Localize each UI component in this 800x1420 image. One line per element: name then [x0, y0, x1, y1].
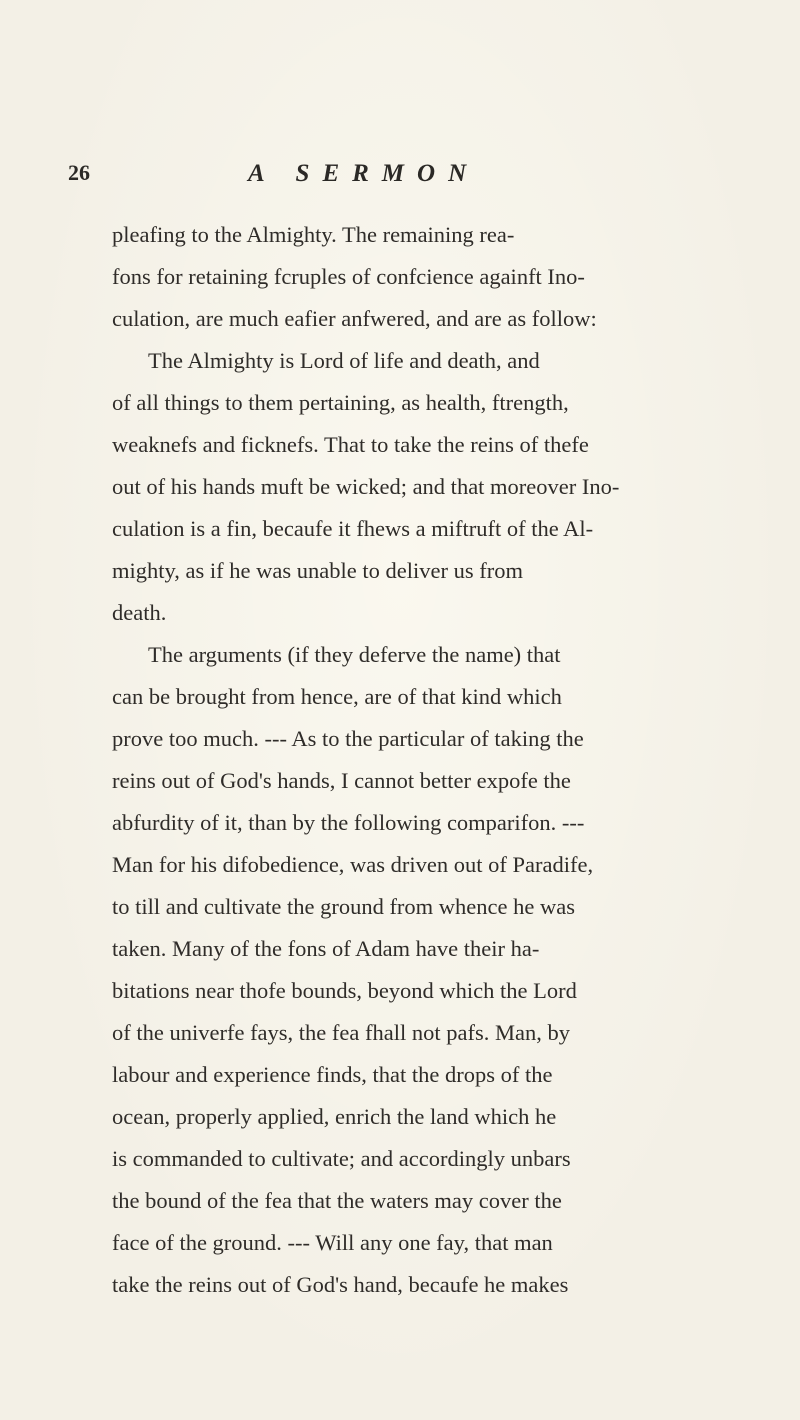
- text-line: bitations near thofe bounds, beyond which the Lord: [112, 978, 577, 1003]
- text-line: mighty, as if he was unable to deliver us from: [112, 558, 523, 583]
- text-line: death.: [112, 600, 167, 625]
- text-line: take the reins out of God's hand, becaufe he makes: [112, 1272, 569, 1297]
- page-number: 26: [68, 160, 90, 185]
- text-line: out of his hands muft be wicked; and that moreover Ino-: [112, 474, 620, 499]
- text-line: The arguments (if they deferve the name) that: [148, 642, 561, 667]
- text-line: ocean, properly applied, enrich the land which he: [112, 1104, 557, 1129]
- text-line: fons for retaining fcruples of confcience againft Ino-: [112, 264, 585, 289]
- text-line: of the univerfe fays, the fea fhall not pafs. Man, by: [112, 1020, 570, 1045]
- running-title: A SERMON: [248, 160, 480, 187]
- text-line: Man for his difobedience, was driven out of Paradife,: [112, 852, 594, 877]
- text-line: culation is a fin, becaufe it fhews a miftruft of the Al-: [112, 516, 594, 541]
- text-line: to till and cultivate the ground from whence he was: [112, 894, 575, 919]
- text-line: is commanded to cultivate; and accordingly unbars: [112, 1146, 571, 1171]
- running-head: [68, 160, 728, 200]
- text-line: of all things to them pertaining, as health, ftrength,: [112, 390, 569, 415]
- text-line: face of the ground. --- Will any one fay, that man: [112, 1230, 553, 1255]
- sermon-text: [112, 214, 752, 1306]
- text-line: The Almighty is Lord of life and death, and: [148, 348, 540, 373]
- text-line: culation, are much eafier anfwered, and are as follow:: [112, 306, 597, 331]
- text-line: weaknefs and ficknefs. That to take the reins of thefe: [112, 432, 589, 457]
- text-line: can be brought from hence, are of that kind which: [112, 684, 562, 709]
- text-line: pleafing to the Almighty. The remaining rea-: [112, 222, 515, 247]
- text-line: reins out of God's hands, I cannot better expofe the: [112, 768, 571, 793]
- text-line: labour and experience finds, that the drops of the: [112, 1062, 553, 1087]
- text-line: prove too much. --- As to the particular of taking the: [112, 726, 584, 751]
- text-line: taken. Many of the fons of Adam have their ha-: [112, 936, 540, 961]
- text-line: the bound of the fea that the waters may cover the: [112, 1188, 562, 1213]
- text-line: abfurdity of it, than by the following comparifon. ---: [112, 810, 585, 835]
